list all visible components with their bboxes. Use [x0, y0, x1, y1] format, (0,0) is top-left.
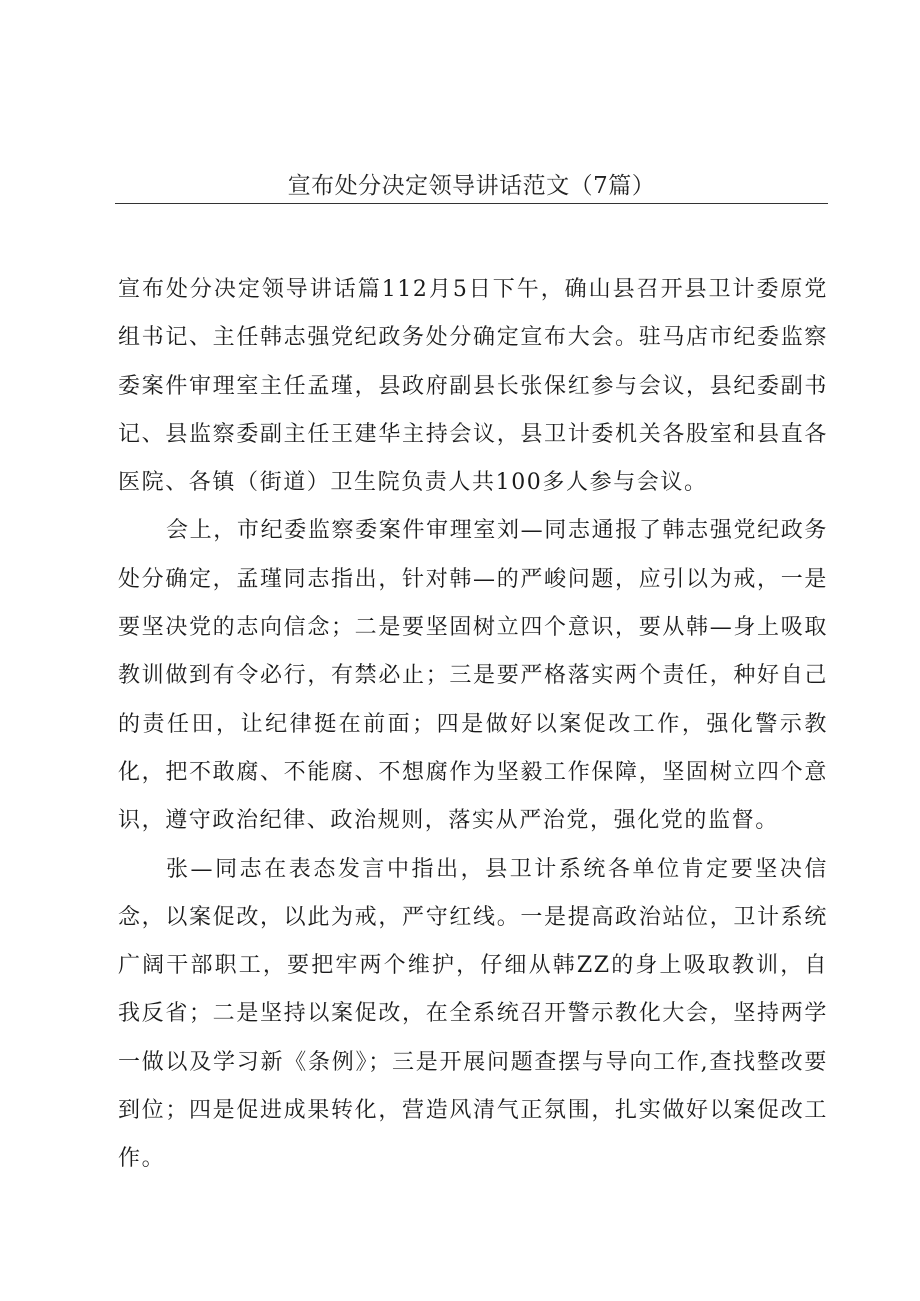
title-underline — [115, 203, 828, 204]
document-title: 宣布处分决定领导讲话范文（7篇） — [287, 173, 656, 199]
paragraph-1: 宣布处分决定领导讲话篇112月5日下午，确山县召开县卫计委原党组书记、主任韩志强党纪政务处分确定宣布大会。驻马店市纪委监察委案件审理室主任孟瑾，县政府副县长张保红参与会议，县纪委副书记、县监察委副主任王建华主持会议，县卫计委机关各股室和县直各医院、各镇（街道）卫生院负责人共100多人参与会议。 — [118, 277, 828, 496]
paragraph-2: 会上，市纪委监察委案件审理室刘—同志通报了韩志强党纪政务处分确定，孟瑾同志指出，针对韩—的严峻问题，应引以为戒，一是要坚决党的志向信念；二是要坚固树立四个意识，要从韩—身上吸取教训做到有令必行，有禁必止；三是要严格落实两个责任，种好自己的责任田，让纪律挺在前面；四是做好以案促改工作，强化警示教化，把不敢腐、不能腐、不想腐作为坚毅工作保障，坚固树立四个意识，遵守政治纪律、政治规则，落实从严治党，强化党的监督。 — [118, 518, 828, 834]
document-body — [118, 266, 828, 1184]
paragraph-3: 张—同志在表态发言中指出，县卫计系统各单位肯定要坚决信念，以案促改，以此为戒，严守红线。一是提高政治站位，卫计系统广阔干部职工，要把牢两个维护，仔细从韩ZZ的身上吸取教训，自我反省；二是坚持以案促改，在全系统召开警示教化大会，坚持两学一做以及学习新《条例》；三是开展问题查摆与导向工作,查找整改要到位；四是促进成果转化，营造风清气正氛围，扎实做好以案促改工作。 — [118, 856, 828, 1172]
